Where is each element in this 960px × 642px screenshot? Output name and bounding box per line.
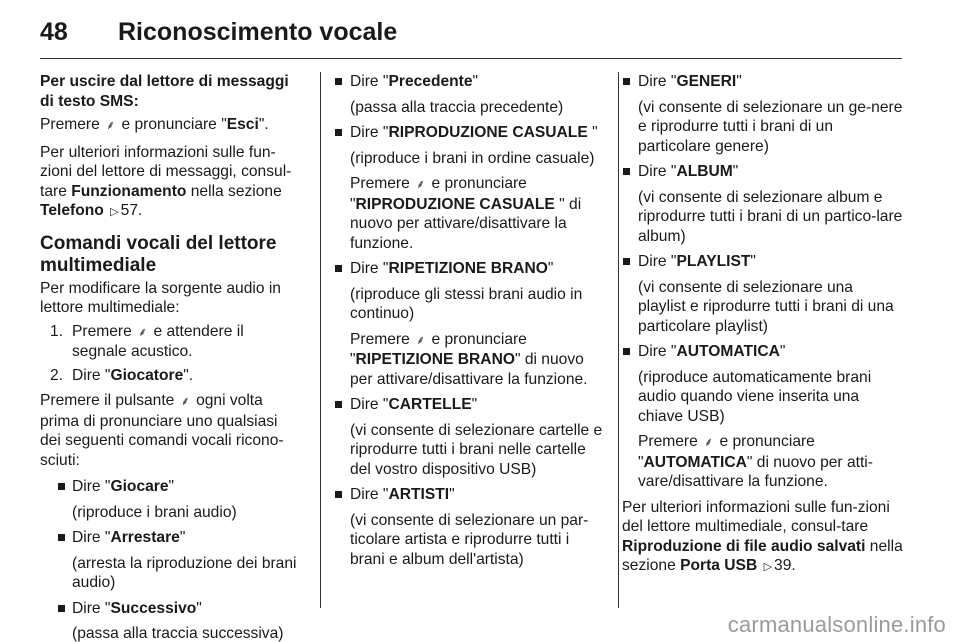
command-item: Dire "Arrestare" bbox=[40, 528, 302, 548]
command-item: Dire "Precedente" bbox=[334, 72, 604, 92]
command-description: (vi consente di selezionare album e riprodurre tutti i brani di un partico-lare album) bbox=[638, 188, 903, 245]
column-divider-2 bbox=[618, 72, 619, 608]
command-description: (passa alla traccia precedente) bbox=[350, 98, 564, 116]
command-item: Dire "CARTELLE" bbox=[334, 395, 604, 415]
column-2 bbox=[334, 72, 604, 575]
command-item: Dire "AUTOMATICA" bbox=[622, 342, 904, 362]
sms-exit-instruction: Premere ⸙ e pronunciare "Esci". bbox=[40, 115, 302, 136]
header-rule bbox=[40, 58, 902, 59]
page-reference-arrow-icon: ▷ bbox=[110, 206, 119, 218]
sms-heading: Per uscire dal lettore di messaggi di testo SMS: bbox=[40, 73, 289, 110]
command-description: (riproduce automaticamente brani audio quando viene inserita una chiave USB) bbox=[638, 368, 872, 425]
voice-command-icon: ⸙ bbox=[106, 118, 116, 132]
source-intro: Per modificare la sorgente audio in lettore multimediale: bbox=[40, 279, 281, 316]
command-item: Dire "PLAYLIST" bbox=[622, 252, 904, 272]
command-description: (vi consente di selezionare una playlist e riprodurre tutti i brani di una particolare playlist) bbox=[638, 278, 894, 335]
column-1 bbox=[40, 72, 302, 642]
page-header bbox=[40, 18, 902, 58]
page-ref-39[interactable]: 39. bbox=[774, 557, 796, 574]
command-description: (passa alla traccia successiva) bbox=[72, 625, 284, 642]
column-divider-1 bbox=[320, 72, 321, 608]
press-button-paragraph: Premere il pulsante ⸙ ogni volta prima di pronunciare uno qualsiasi dei seguenti comandi vocali ricono-sciuti: bbox=[40, 392, 284, 469]
command-item: Dire "Successivo" bbox=[40, 599, 302, 619]
command-description: (riproduce i brani in ordine casuale) bbox=[350, 149, 595, 167]
command-description: (riproduce gli stessi brani audio in continuo) bbox=[350, 285, 583, 322]
sms-info-paragraph: Per ulteriori informazioni sulle fun-zioni del lettore di messaggi, consul-tare Funzionamento nella sezione Telefono ▷ 57. bbox=[40, 143, 302, 223]
command-description: (vi consente di selezionare un par-ticolare artista e riprodurre tutti i brani e album dell'artista) bbox=[350, 511, 589, 568]
voice-command-icon: ⸙ bbox=[416, 177, 426, 191]
command-toggle-instruction: Premere ⸙ e pronunciare "AUTOMATICA" di nuovo per atti-vare/disattivare la funzione. bbox=[638, 433, 873, 490]
command-toggle-instruction: Premere ⸙ e pronunciare "RIPETIZIONE BRANO" di nuovo per attivare/disattivare la funzione. bbox=[350, 330, 588, 388]
step-1: 1. Premere ⸙ e attendere il segnale acustico. bbox=[50, 322, 244, 360]
voice-command-icon: ⸙ bbox=[704, 435, 714, 449]
voice-command-icon: ⸙ bbox=[138, 324, 148, 339]
command-description: (vi consente di selezionare un ge-nere e riprodurre tutti i brani di un particolare genere) bbox=[638, 98, 903, 155]
page-number: 48 bbox=[40, 18, 68, 46]
command-description: (riproduce i brani audio) bbox=[72, 503, 237, 521]
watermark: carmanualsonline.info bbox=[727, 612, 946, 637]
step-2: 2. Dire "Giocatore". bbox=[50, 366, 194, 384]
command-description: (arresta la riproduzione dei brani audio) bbox=[72, 554, 297, 591]
voice-command-icon: ⸙ bbox=[180, 394, 190, 408]
command-item: Dire "Giocare" bbox=[40, 477, 302, 497]
page-title: Riconoscimento vocale bbox=[118, 18, 398, 46]
command-item: Dire "RIPETIZIONE BRANO" bbox=[334, 259, 604, 279]
page-reference-arrow-icon: ▷ bbox=[763, 561, 773, 573]
command-toggle-instruction: Premere ⸙ e pronunciare "RIPRODUZIONE CASUALE " di nuovo per attivare/disattivare la funzione. bbox=[350, 175, 582, 252]
command-item: Dire "ALBUM" bbox=[622, 162, 904, 182]
section-heading: Comandi vocali del lettore multimediale bbox=[40, 232, 277, 276]
command-item: Dire "ARTISTI" bbox=[334, 485, 604, 505]
page-ref-57[interactable]: 57. bbox=[120, 202, 143, 219]
voice-command-icon: ⸙ bbox=[416, 332, 426, 347]
media-info-paragraph: Per ulteriori informazioni sulle fun-zioni del lettore multimediale, consul-tare Riproduzione di file audio salvati nella sezione Porta USB ▷ 39. bbox=[622, 498, 904, 578]
command-description: (vi consente di selezionare cartelle e riprodurre tutti i brani nelle cartelle del vostro dispositivo USB) bbox=[350, 421, 603, 478]
command-item: Dire "RIPRODUZIONE CASUALE " bbox=[334, 123, 604, 143]
command-item: Dire "GENERI" bbox=[622, 72, 904, 92]
column-3 bbox=[622, 72, 904, 585]
